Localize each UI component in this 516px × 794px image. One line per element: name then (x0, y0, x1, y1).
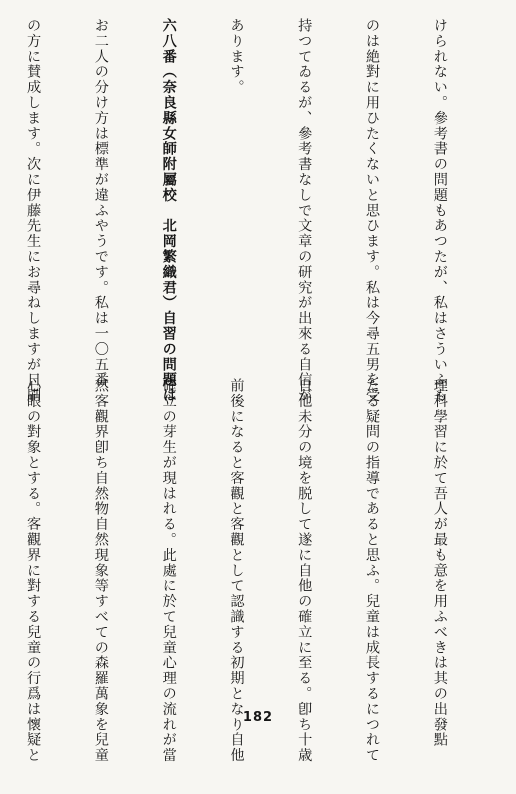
body-line: 然客觀界卽ち自然物自然現象等すべての森羅萬象を兒童 (92, 378, 109, 763)
body-line: お二人の分け方は標準が違ふやうです。私は一〇五番 (92, 18, 109, 388)
body-line: 理科學習に於て吾人が最も意を用ふべきは其の出發點 (431, 378, 448, 748)
body-line: 心眼の對象とする。客觀界に對する兒童の行爲は懷疑と (25, 378, 42, 763)
body-line: 自他未分の境を脱して遂に自他の確立に至る。卽ち十歳 (296, 378, 313, 763)
body-line: 前後になると客觀と客觀として認識する初期となり自他 (228, 378, 245, 763)
body-line: たる疑問の指導であると思ふ。兒童は成長するにつれて (364, 378, 381, 763)
upper-text-block (0, 18, 496, 403)
body-line: 六八番（奈良縣女師附屬校 北岡繁織君）自習の問題は (160, 18, 177, 403)
body-line: 持つてゐるが、參考書なしで文章の研究が出來る自信が (296, 18, 313, 403)
body-line: あります。 (228, 18, 245, 95)
body-line: けられない。參考書の問題もあつたが、私はさういふも (431, 18, 448, 403)
body-line: の方に賛成します。次に伊藤先生にお尋ねしますが日刷 (25, 18, 42, 403)
page-number: 182 (242, 710, 274, 725)
body-line: 確立の芽生が現はれる。此處に於て兒童心理の流れが當 (160, 378, 177, 763)
body-line: のは絶對に用ひたくないと思ひます。私は今尋五男を受 (364, 18, 381, 403)
